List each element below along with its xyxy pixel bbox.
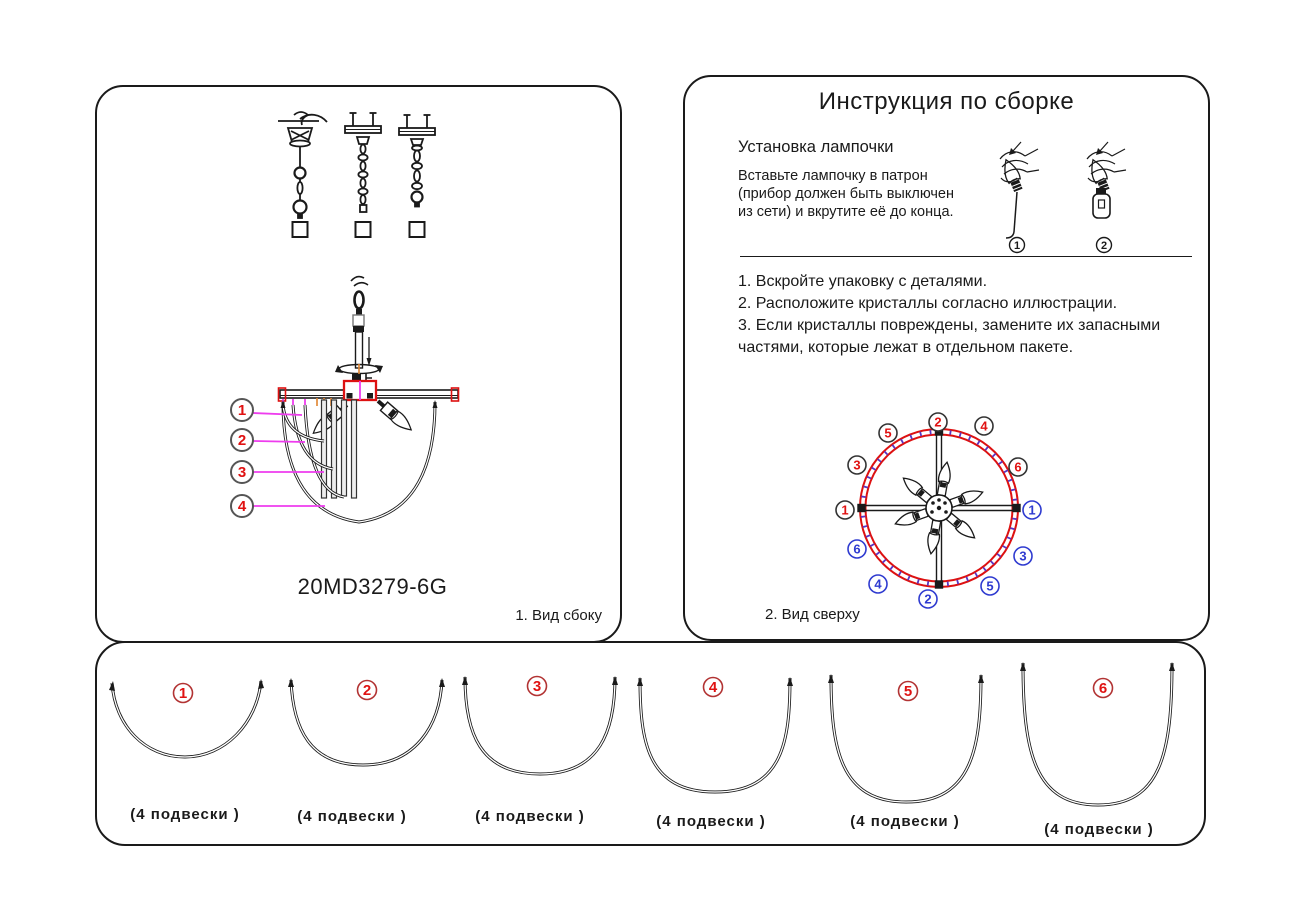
ceiling-mount-hook-diagram: [278, 112, 327, 237]
crystal-strand-1: [109, 679, 264, 757]
svg-text:3: 3: [853, 457, 861, 473]
crystal-strand-4: [637, 677, 793, 792]
page-title: Инструкция по сборке: [818, 88, 1075, 115]
svg-text:5: 5: [903, 683, 913, 700]
svg-text:6: 6: [853, 541, 861, 557]
svg-text:4: 4: [708, 679, 718, 696]
callout-1: 1: [237, 402, 247, 419]
svg-text:3: 3: [1019, 548, 1027, 564]
strand-6-count: (4 подвески ): [1044, 821, 1154, 838]
svg-text:5: 5: [986, 578, 994, 594]
bulb-install-figures: [965, 140, 1165, 256]
top-view-diagram: [825, 405, 1055, 610]
figure-1-label: 1: [1013, 240, 1021, 252]
svg-text:1: 1: [841, 502, 849, 518]
candle-bulb-right: [374, 396, 415, 434]
frame-bar-diagram: [279, 381, 459, 407]
svg-text:2: 2: [362, 682, 372, 699]
section-divider: [740, 256, 1192, 257]
step-1: 1. Вскройте упаковку с деталями.: [738, 273, 988, 290]
callout-4: 4: [237, 498, 247, 515]
step-2: 2. Расположите кристаллы согласно иллюстрации.: [738, 295, 1118, 312]
side-view-diagram: [95, 85, 622, 643]
top-view-caption: 2. Вид сверху: [765, 606, 860, 623]
figure-bulb-in-socket: [1087, 142, 1126, 253]
strand-3-count: (4 подвески ): [475, 808, 585, 825]
strand-4-count: (4 подвески ): [656, 813, 766, 830]
strand-5-count: (4 подвески ): [850, 813, 960, 830]
svg-text:1: 1: [1028, 502, 1036, 518]
callout-3: 3: [237, 464, 247, 481]
crystal-strand-3: [462, 676, 618, 774]
svg-text:4: 4: [980, 418, 988, 434]
svg-text:2: 2: [934, 414, 942, 430]
callout-2: 2: [237, 432, 247, 449]
svg-text:3: 3: [532, 678, 542, 695]
crystal-arcs: [281, 400, 438, 522]
svg-text:1: 1: [178, 685, 188, 702]
crystal-strand-5: [828, 674, 984, 802]
center-hub: [893, 461, 984, 555]
ceiling-mount-chain-long-diagram: [345, 113, 381, 237]
figure-2-label: 2: [1100, 240, 1108, 252]
svg-text:6: 6: [1098, 680, 1108, 697]
figure-bulb-on-wire: [1000, 142, 1039, 253]
svg-text:4: 4: [874, 576, 882, 592]
lamp-section-heading: Установка лампочки: [738, 138, 894, 156]
ceiling-mount-chain-short-diagram: [399, 115, 435, 237]
svg-text:2: 2: [924, 591, 932, 607]
strand-2-count: (4 подвески ): [297, 808, 407, 825]
crystal-strand-2: [288, 678, 445, 765]
side-view-caption: 1. Вид сбоку: [515, 607, 602, 624]
svg-text:6: 6: [1014, 459, 1022, 475]
strand-1-count: (4 подвески ): [130, 806, 240, 823]
lamp-section-body: Вставьте лампочку в патрон (прибор должен быть выключен из сети) и вкрутите её до конца.: [738, 168, 954, 220]
crystal-strand-6: [1020, 662, 1175, 805]
step-3: 3. Если кристаллы повреждены, замените их запасными частями, которые лежат в отдельном пакете.: [738, 317, 1161, 356]
svg-text:5: 5: [884, 425, 892, 441]
model-number: 20MD3279-6G: [297, 574, 448, 599]
